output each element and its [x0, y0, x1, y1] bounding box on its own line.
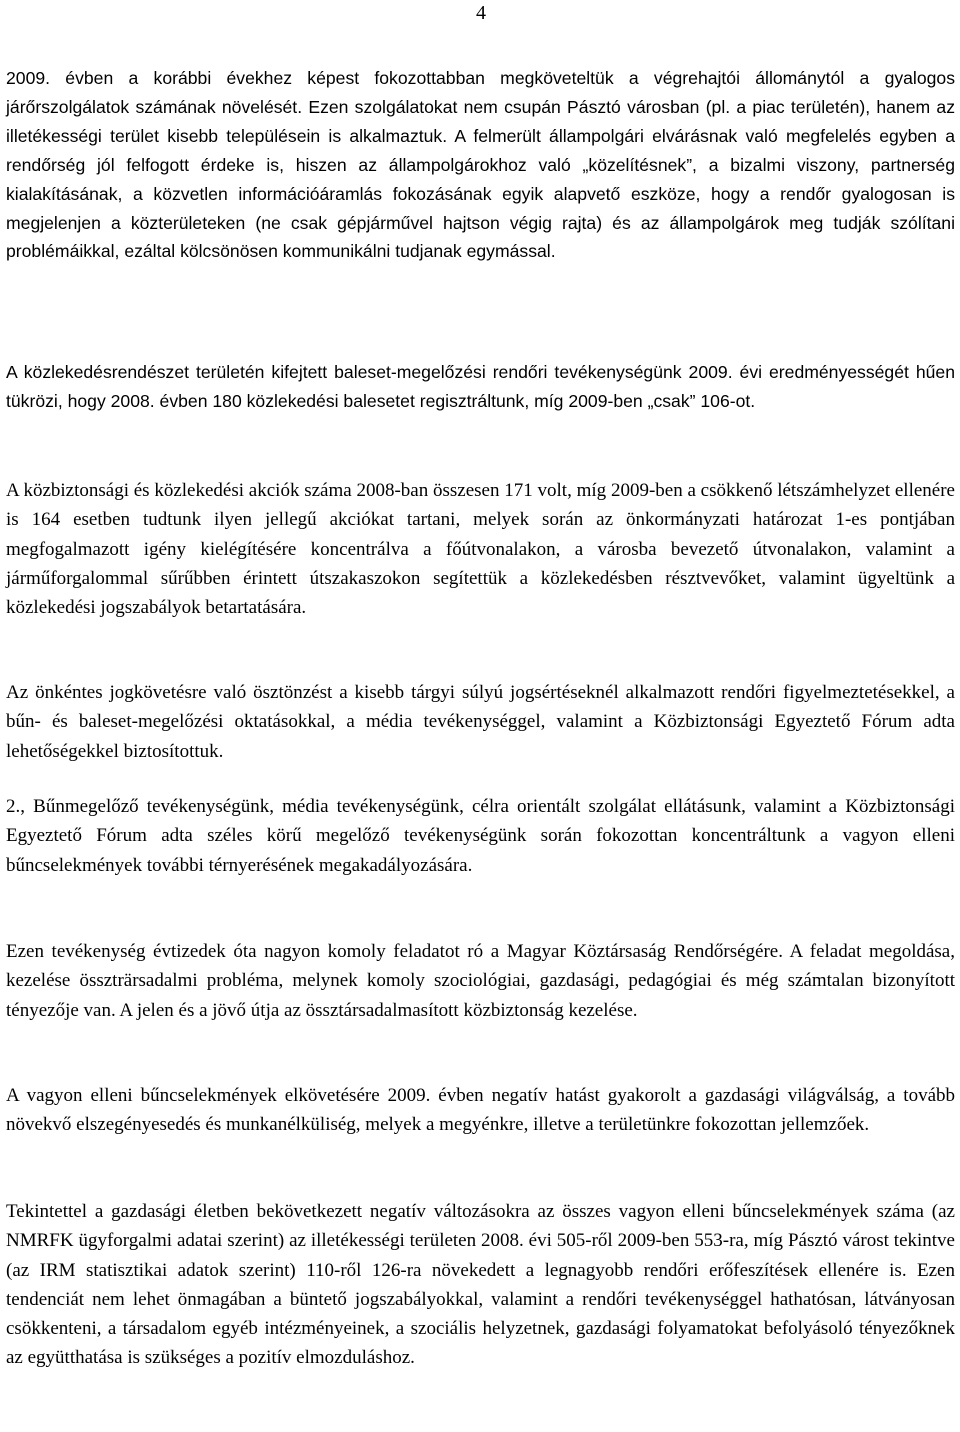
paragraph-text: 2009. évben a korábbi évekhez képest fokozottabban megköveteltük a végrehajtói állománytól a gyalogos járőrszolgálatok számának növelését. Ezen szolgálatokat nem csupán Pásztó városban (pl. a piac területén), hanem az illetékességi terület kisebb településein is alkalmaztuk. A felmerült állampolgári elvárásnak való megfelelés egyben a rendőrség jól felfogott érdeke is, hiszen az állampolgárokhoz való „közelítésnek”, a bizalmi viszony, partnerség kialakításának, a közvetlen információáramlás fokozásának egyik alapvető eszköze, hogy a rendőr gyalogosan is megjelenjen a közterületeken (ne csak gépjárművel hajtson végig rajta) és az állampolgárok meg tudják szólítani problémáikkal, ezáltal kölcsönösen kommunikálni tudjanak egymással.: [6, 68, 955, 262]
paragraph-text: Ezen tevékenység évtizedek óta nagyon komoly feladatot ró a Magyar Köztársaság Rendőrségére. A feladat megoldása, kezelése összträrsadalmi probléma, melynek komoly szociológiai, gazdasági, pedagógiai és még számtalan bizonyított tényezője van. A jelen és a jövő útja az össztársadalmasított közbiztonság kezelése.: [6, 941, 955, 1021]
paragraph-text: Az önkéntes jogkövetésre való ösztönzést a kisebb tárgyi súlyú jogsértéseknél alkalmazott rendőri figyelmeztetésekkel, a bűn- és baleset-megelőzési oktatásokkal, a média tevékenységgel, valamint a Közbiztonsági Egyeztető Fórum adta lehetőségekkel biztosítottuk.: [6, 682, 955, 762]
page-number: 4: [476, 2, 486, 24]
paragraph-foot-patrol: [6, 64, 955, 266]
paragraph-property-crime-statistics: [6, 1197, 955, 1373]
paragraph-traffic-actions: [6, 476, 955, 622]
paragraph-traffic-accidents: [6, 358, 955, 416]
paragraph-text: A közbiztonsági és közlekedési akciók száma 2008-ban összesen 171 volt, míg 2009-ben a csökkenő létszámhelyzet ellenére is 164 esetben tudtunk ilyen jellegű akciókat tartani, melyek során az önkormányzati határozat 1-es pontjában megfogalmazott igény kielégítésére koncentrálva a főútvonalakon, a városba bevezető útvonalakon, valamint a járműforgalommal sűrűbben érintett útszakaszokon segítettük a közlekedésben résztvevőket, valamint ügyeltünk a közlekedési jogszabályok betartatására.: [6, 480, 955, 619]
paragraph-text: A vagyon elleni bűncselekmények elkövetésére 2009. évben negatív hatást gyakorolt a gazdasági világválság, a tovább növekvő elszegényesedés és munkanélküliség, melyek a megyénkre, illetve a területünkre fokozottan jellemzőek.: [6, 1085, 955, 1136]
paragraph-social-problem: [6, 937, 955, 1025]
paragraph-voluntary-compliance: [6, 678, 955, 766]
paragraph-economic-crisis: [6, 1081, 955, 1140]
paragraph-text: 2., Bűnmegelőző tevékenységünk, média tevékenységünk, célra orientált szolgálat ellátásunk, valamint a Közbiztonsági Egyeztető Fórum adta széles körű megelőző tevékenységünk során fokozottan koncentráltunk a vagyon elleni bűncselekmények további térnyerésének megakadályozására.: [6, 796, 955, 876]
paragraph-text: Tekintettel a gazdasági életben bekövetkezett negatív változásokra az összes vagyon elleni bűncselekmények száma (az NMRFK ügyforgalmi adatai szerint) az illetékességi területen 2008. évi 505-ről 2009-ben 553-ra, míg Pásztó várost tekintve (az IRM statisztikai adatok szerint) 110-ről 126-ra növekedett a legnagyobb rendőri erőfeszítések ellenére is. Ezen tendenciát nem lehet önmagában a büntető jogszabályokkal, valamint a rendőri tevékenységgel hathatósan, látványosan csökkenteni, a társadalom egyéb intézményeinek, a szociális helyzetnek, gazdasági folyamatokat befolyásoló tényezőknek az együtthatása is szükséges a pozitív elmozduláshoz.: [6, 1201, 955, 1369]
paragraph-text: A közlekedésrendészet területén kifejtett baleset-megelőzési rendőri tevékenységünk 2009. évi eredményességét hűen tükrözi, hogy 2008. évben 180 közlekedési balesetet regisztráltunk, míg 2009-ben „csak” 106-ot.: [6, 362, 955, 411]
paragraph-crime-prevention: [6, 792, 955, 880]
